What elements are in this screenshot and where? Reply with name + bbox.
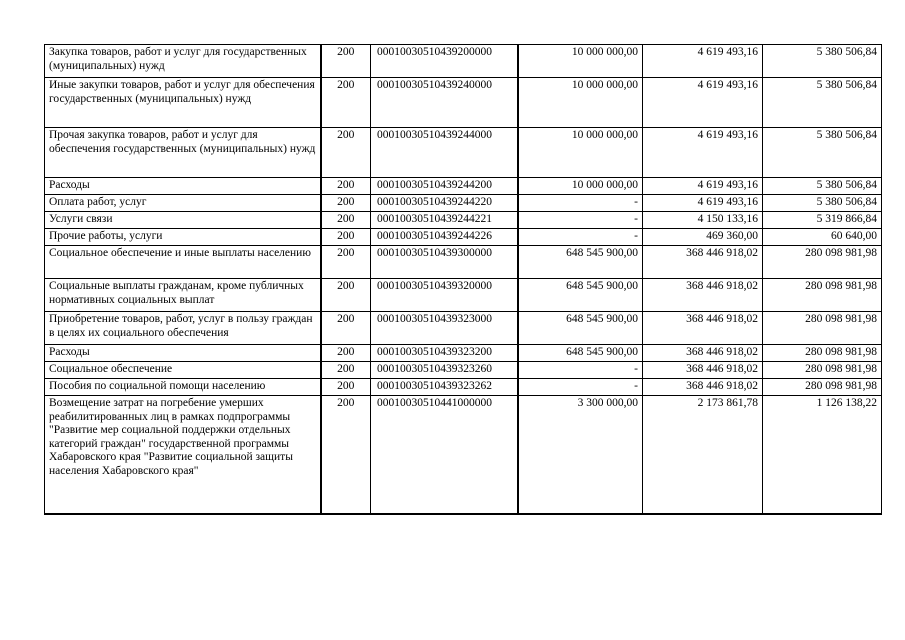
- row-executed: 368 446 918,02: [643, 246, 763, 279]
- row-name: Социальные выплаты гражданам, кроме публичных нормативных социальных выплат: [45, 279, 321, 312]
- row-executed: 4 619 493,16: [643, 195, 763, 212]
- row-remainder: 5 380 506,84: [763, 178, 882, 195]
- row-name: Прочая закупка товаров, работ и услуг для обеспечения государственных (муниципальных) нужд: [45, 128, 321, 178]
- row-plan: 648 545 900,00: [518, 312, 643, 345]
- budget-table-body: [45, 45, 882, 514]
- row-executed: 4 619 493,16: [643, 128, 763, 178]
- row-code: 200: [321, 128, 371, 178]
- row-remainder: 5 380 506,84: [763, 195, 882, 212]
- row-code: 200: [321, 195, 371, 212]
- table-row: [45, 195, 882, 212]
- row-plan: -: [518, 212, 643, 229]
- row-code: 200: [321, 379, 371, 396]
- table-row: [45, 246, 882, 279]
- row-executed: 2 173 861,78: [643, 396, 763, 514]
- table-row: [45, 379, 882, 396]
- table-row: [45, 178, 882, 195]
- row-remainder: 280 098 981,98: [763, 312, 882, 345]
- row-classification: 00010030510439200000: [371, 45, 518, 78]
- table-row: [45, 212, 882, 229]
- budget-table: [44, 44, 882, 515]
- row-name: Социальное обеспечение и иные выплаты населению: [45, 246, 321, 279]
- row-executed: 4 150 133,16: [643, 212, 763, 229]
- row-code: 200: [321, 312, 371, 345]
- row-name: Иные закупки товаров, работ и услуг для обеспечения государственных (муниципальных) нужд: [45, 78, 321, 128]
- row-name: Прочие работы, услуги: [45, 229, 321, 246]
- row-classification: 00010030510439300000: [371, 246, 518, 279]
- row-name: Расходы: [45, 345, 321, 362]
- table-row: [45, 45, 882, 78]
- table-row: [45, 312, 882, 345]
- row-executed: 368 446 918,02: [643, 362, 763, 379]
- row-plan: 10 000 000,00: [518, 178, 643, 195]
- row-classification: 00010030510439320000: [371, 279, 518, 312]
- row-executed: 4 619 493,16: [643, 45, 763, 78]
- row-plan: -: [518, 229, 643, 246]
- row-name: Услуги связи: [45, 212, 321, 229]
- row-remainder: 1 126 138,22: [763, 396, 882, 514]
- table-row: [45, 229, 882, 246]
- row-remainder: 60 640,00: [763, 229, 882, 246]
- table-row: [45, 128, 882, 178]
- row-remainder: 5 380 506,84: [763, 78, 882, 128]
- row-code: 200: [321, 246, 371, 279]
- row-remainder: 5 380 506,84: [763, 128, 882, 178]
- row-remainder: 280 098 981,98: [763, 362, 882, 379]
- row-remainder: 280 098 981,98: [763, 246, 882, 279]
- row-plan: 3 300 000,00: [518, 396, 643, 514]
- row-code: 200: [321, 279, 371, 312]
- row-plan: 10 000 000,00: [518, 45, 643, 78]
- row-remainder: 280 098 981,98: [763, 379, 882, 396]
- row-classification: 00010030510439323200: [371, 345, 518, 362]
- row-classification: 00010030510439244220: [371, 195, 518, 212]
- row-plan: 10 000 000,00: [518, 78, 643, 128]
- row-classification: 00010030510439240000: [371, 78, 518, 128]
- table-row: [45, 396, 882, 514]
- row-plan: 648 545 900,00: [518, 246, 643, 279]
- row-executed: 368 446 918,02: [643, 379, 763, 396]
- row-plan: 648 545 900,00: [518, 279, 643, 312]
- row-executed: 368 446 918,02: [643, 279, 763, 312]
- row-executed: 368 446 918,02: [643, 345, 763, 362]
- row-executed: 469 360,00: [643, 229, 763, 246]
- row-classification: 00010030510439323260: [371, 362, 518, 379]
- row-code: 200: [321, 45, 371, 78]
- row-name: Приобретение товаров, работ, услуг в пользу граждан в целях их социального обеспечения: [45, 312, 321, 345]
- row-plan: -: [518, 379, 643, 396]
- row-classification: 00010030510439244226: [371, 229, 518, 246]
- row-code: 200: [321, 78, 371, 128]
- row-executed: 4 619 493,16: [643, 78, 763, 128]
- row-plan: 10 000 000,00: [518, 128, 643, 178]
- row-remainder: 5 380 506,84: [763, 45, 882, 78]
- row-executed: 368 446 918,02: [643, 312, 763, 345]
- row-name: Возмещение затрат на погребение умерших реабилитированных лиц в рамках подпрограммы "Развитие мер социальной поддержки отдельных категорий граждан" государственной программы Хабаровского края "Развитие социальной защиты населения Хабаровского края": [45, 396, 321, 514]
- row-plan: -: [518, 362, 643, 379]
- row-code: 200: [321, 345, 371, 362]
- row-classification: 00010030510439244221: [371, 212, 518, 229]
- row-classification: 00010030510439244200: [371, 178, 518, 195]
- row-code: 200: [321, 362, 371, 379]
- row-plan: 648 545 900,00: [518, 345, 643, 362]
- row-name: Закупка товаров, работ и услуг для государственных (муниципальных) нужд: [45, 45, 321, 78]
- row-remainder: 280 098 981,98: [763, 279, 882, 312]
- row-classification: 00010030510439244000: [371, 128, 518, 178]
- row-code: 200: [321, 178, 371, 195]
- row-classification: 00010030510439323262: [371, 379, 518, 396]
- table-row: [45, 362, 882, 379]
- row-code: 200: [321, 212, 371, 229]
- row-name: Социальное обеспечение: [45, 362, 321, 379]
- row-code: 200: [321, 396, 371, 514]
- row-name: Оплата работ, услуг: [45, 195, 321, 212]
- row-plan: -: [518, 195, 643, 212]
- table-row: [45, 279, 882, 312]
- table-row: [45, 345, 882, 362]
- table-row: [45, 78, 882, 128]
- row-executed: 4 619 493,16: [643, 178, 763, 195]
- row-code: 200: [321, 229, 371, 246]
- row-classification: 00010030510439323000: [371, 312, 518, 345]
- row-remainder: 5 319 866,84: [763, 212, 882, 229]
- row-classification: 00010030510441000000: [371, 396, 518, 514]
- row-remainder: 280 098 981,98: [763, 345, 882, 362]
- row-name: Расходы: [45, 178, 321, 195]
- row-name: Пособия по социальной помощи населению: [45, 379, 321, 396]
